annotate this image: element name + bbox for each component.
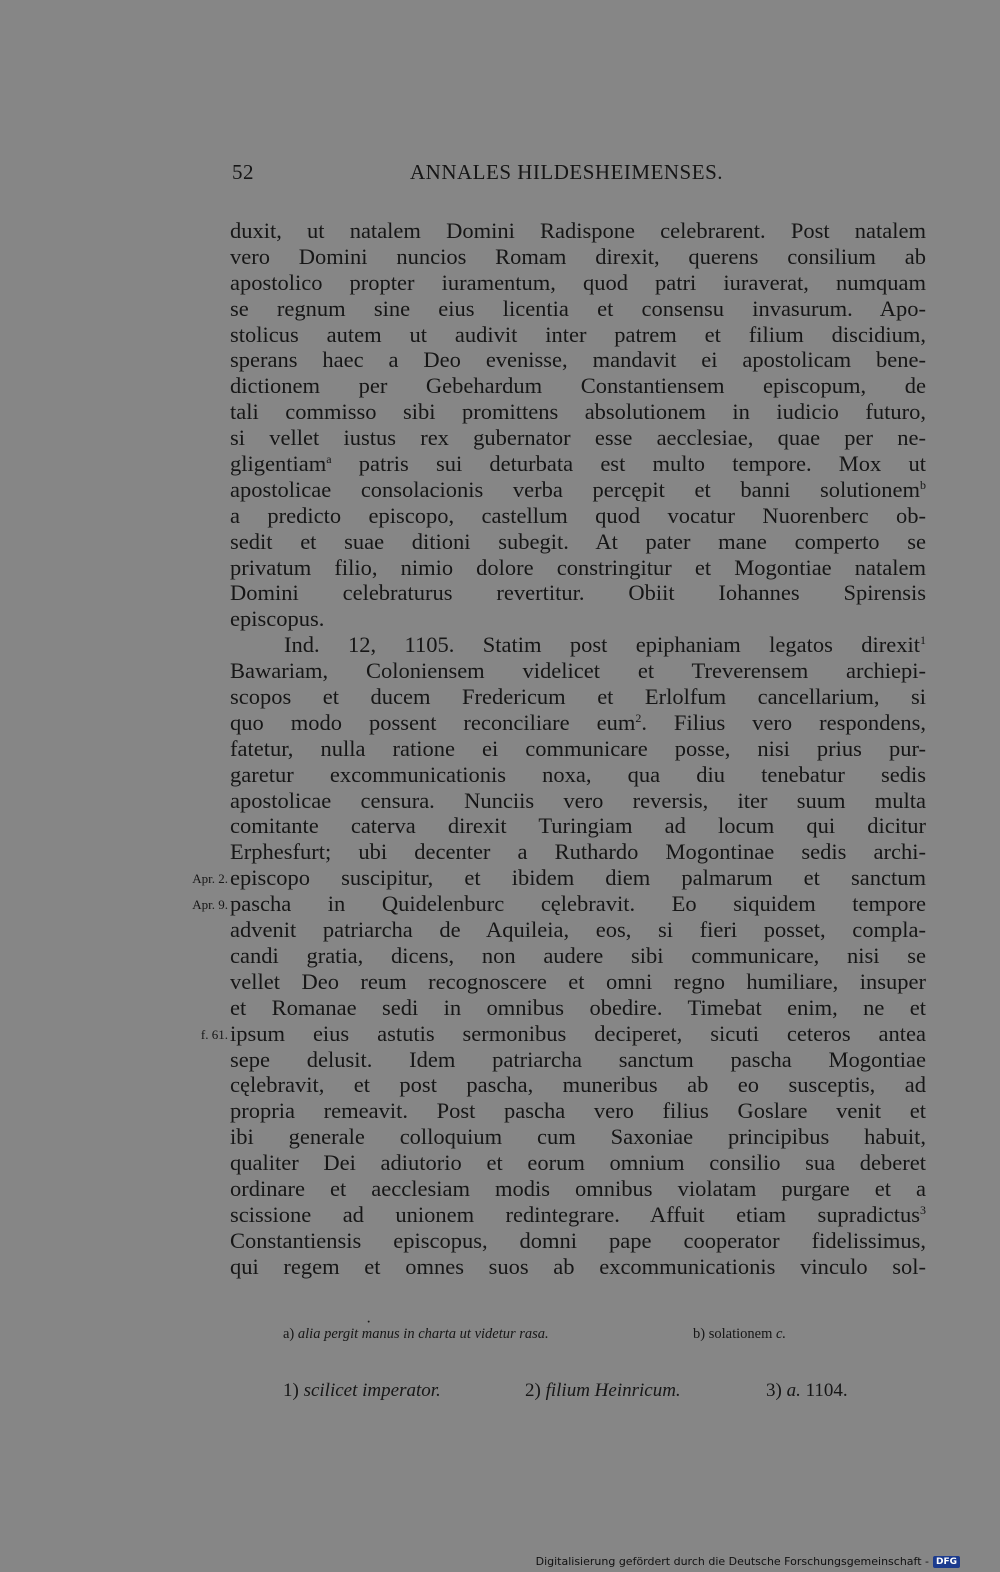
footnote-a-text: alia pergit manus in charta ut videtur rasa. <box>297 1326 549 1342</box>
line-text: si vellet iustus rex gubernator esse aecclesiae, quae per ne- <box>230 425 926 451</box>
text-line <box>230 555 926 581</box>
text-line <box>230 399 926 425</box>
line-text: advenit patriarcha de Aquileia, eos, si fieri posset, compla- <box>230 917 926 943</box>
line-text: garetur excommunicationis noxa, qua diu tenebatur sedis <box>230 761 926 787</box>
footnote-b-text: solationem <box>708 1326 773 1342</box>
text-line <box>230 296 926 322</box>
line-text: qualiter Dei adiutorio et eorum omnium consilio sua deberet <box>230 1150 926 1176</box>
credit-text: Digitalisierung gefördert durch die Deutsche Forschungsgemeinschaft - <box>535 1555 929 1568</box>
text-line <box>230 451 926 477</box>
text-line <box>192 865 926 891</box>
margin-note: Apr. 9. <box>192 897 228 913</box>
line-text: sepe delusit. Idem patriarcha sanctum pascha Mogontiae <box>230 1046 926 1072</box>
note-2-marker: 2) <box>525 1380 541 1401</box>
line-text: episcopus. <box>230 606 325 632</box>
line-text: vero Domini nuncios Romam direxit, querens consilium ab <box>230 243 926 269</box>
footnote-b-siglum: c. <box>775 1326 787 1342</box>
line-text: Erphesfurt; ubi decenter a Ruthardo Mogontinae sedis archi- <box>230 839 926 865</box>
line-text: ipsum eius astutis sermonibus deciperet, sicuti ceteros antea <box>230 1020 926 1046</box>
note-1 <box>283 1380 441 1402</box>
text-line <box>230 788 926 814</box>
digitization-credit <box>536 1555 960 1568</box>
margin-note: Apr. 2. <box>192 871 228 887</box>
text-line <box>230 658 926 684</box>
line-text: vellet Deo reum recognoscere et omni regno humiliare, insuper <box>230 968 926 994</box>
line-text: candi gratia, dicens, non audere sibi communicare, nisi se <box>230 942 926 968</box>
text-line <box>230 943 926 969</box>
footnote-marker: 1 <box>920 633 926 648</box>
line-text-continued: . Filius vero respondens, <box>641 709 926 735</box>
text-line <box>230 839 926 865</box>
text-line <box>230 995 926 1021</box>
text-line <box>230 710 926 736</box>
footnote-a-marker: a) <box>283 1326 295 1342</box>
text-line <box>230 736 926 762</box>
running-title: ANNALES HILDESHEIMENSES. <box>410 160 723 184</box>
text-line <box>230 580 926 606</box>
line-text: ordinare et aecclesiam modis omnibus violatam purgare et a <box>230 1175 926 1201</box>
text-line <box>230 1124 926 1150</box>
line-text: apostolicae censura. Nunciis vero reversis, iter suum multa <box>230 787 926 813</box>
line-text: episcopo suscipitur, et ibidem diem palmarum et sanctum <box>230 865 926 891</box>
text-line <box>230 347 926 373</box>
footnote-marker: a <box>326 452 332 467</box>
text-line <box>230 477 926 503</box>
text-line <box>230 1150 926 1176</box>
line-text: privatum filio, nimio dolore constringitur et Mogontiae natalem <box>230 554 926 580</box>
text-line <box>192 891 926 917</box>
note-2-text: filium Heinricum. <box>545 1380 681 1401</box>
note-3-year: 1104. <box>805 1380 848 1401</box>
text-line <box>230 322 926 348</box>
text-line <box>230 1072 926 1098</box>
text-line <box>230 244 926 270</box>
text-line <box>230 1254 926 1280</box>
footnote-marker: b <box>920 477 926 492</box>
line-text: stolicus autem ut audivit inter patrem et filium discidium, <box>230 321 926 347</box>
text-line <box>230 373 926 399</box>
line-text: cęlebravit, et post pascha, muneribus ab eo susceptis, ad <box>230 1072 926 1098</box>
text-line <box>230 969 926 995</box>
text-line <box>230 1202 926 1228</box>
line-text: tali commisso sibi promittens absolutionem in iudicio futuro, <box>230 399 926 425</box>
line-text: duxit, ut natalem Domini Radispone celebrarent. Post natalem <box>230 218 926 243</box>
footnote-marker: 2 <box>635 710 642 725</box>
text-line <box>230 632 926 658</box>
line-text: fatetur, nulla ratione ei communicare posse, nisi prius pur- <box>230 735 926 761</box>
page-header <box>232 160 922 190</box>
footnote-b-marker: b) <box>693 1326 706 1342</box>
line-text: gligentiam <box>230 451 327 477</box>
line-text: comitante caterva direxit Turingiam ad locum qui dicitur <box>230 813 926 839</box>
text-line <box>230 1228 926 1254</box>
page-number: 52 <box>232 160 254 184</box>
line-text: se regnum sine eius licentia et consensu invasurum. Apo- <box>230 295 926 321</box>
note-3 <box>766 1380 848 1402</box>
line-text: Bawariam, Coloniensem videlicet et Treverensem archiepi- <box>230 658 926 684</box>
text-line <box>230 684 926 710</box>
margin-note: f. 61. <box>200 1026 228 1042</box>
line-text: apostolico propter iuramentum, quod patri iuraverat, numquam <box>230 269 926 295</box>
text-line <box>230 1098 926 1124</box>
note-3-text: a. <box>786 1380 801 1401</box>
footnote-marker: 3 <box>920 1202 926 1217</box>
line-text: apostolicae consolacionis verba percępit et banni solutionem <box>230 476 920 502</box>
dfg-logo: DFG <box>933 1556 960 1568</box>
line-text: Domini celebraturus revertitur. Obiit Iohannes Spirensis <box>230 580 926 606</box>
note-2 <box>525 1380 681 1402</box>
text-line <box>230 270 926 296</box>
line-text: dictionem per Gebehardum Constantiensem episcopum, de <box>230 373 926 399</box>
line-text: propria remeavit. Post pascha vero filius Goslare venit et <box>230 1098 926 1124</box>
line-text-continued: patris sui deturbata est multo tempore. Mox ut <box>331 451 926 477</box>
note-3-marker: 3) <box>766 1380 782 1401</box>
text-line <box>230 813 926 839</box>
text-line <box>230 503 926 529</box>
text-line <box>230 529 926 555</box>
footnote-b <box>693 1326 786 1343</box>
text-line <box>230 425 926 451</box>
line-text: Ind. 12, 1105. Statim post epiphaniam legatos direxit <box>284 632 920 658</box>
line-text: sedit et suae ditioni subegit. At pater mane comperto se <box>230 528 926 554</box>
footnote-a <box>283 1326 549 1343</box>
line-text: sperans haec a Deo evenisse, mandavit ei apostolicam bene- <box>230 347 926 373</box>
line-text: scopos et ducem Fredericum et Erlolfum cancellarium, si <box>230 684 926 710</box>
main-text <box>192 218 926 1280</box>
note-1-text: scilicet imperator. <box>303 1380 441 1401</box>
text-line <box>230 606 926 632</box>
line-text: scissione ad unionem redintegrare. Affuit etiam supradictus <box>230 1201 920 1227</box>
note-1-marker: 1) <box>283 1380 299 1401</box>
line-text: et Romanae sedi in omnibus obedire. Timebat enim, ne et <box>230 994 926 1020</box>
text-line <box>230 762 926 788</box>
text-line <box>230 218 926 244</box>
text-line <box>200 1020 926 1047</box>
text-line <box>230 1047 926 1073</box>
line-text: Constantiensis episcopus, domni pape cooperator fidelissimus, <box>230 1227 926 1253</box>
separator-dot: · <box>366 1314 372 1331</box>
line-text: ibi generale colloquium cum Saxoniae principibus habuit, <box>230 1124 926 1150</box>
line-text: pascha in Quidelenburc cęlebravit. Eo siquidem tempore <box>230 891 926 917</box>
line-text: quo modo possent reconciliare eum <box>230 709 636 735</box>
text-line <box>230 1176 926 1202</box>
text-line <box>230 917 926 943</box>
line-text: qui regem et omnes suos ab excommunicationis vinculo sol- <box>230 1253 926 1279</box>
line-text: a predicto episcopo, castellum quod vocatur Nuorenberc ob- <box>230 502 926 528</box>
